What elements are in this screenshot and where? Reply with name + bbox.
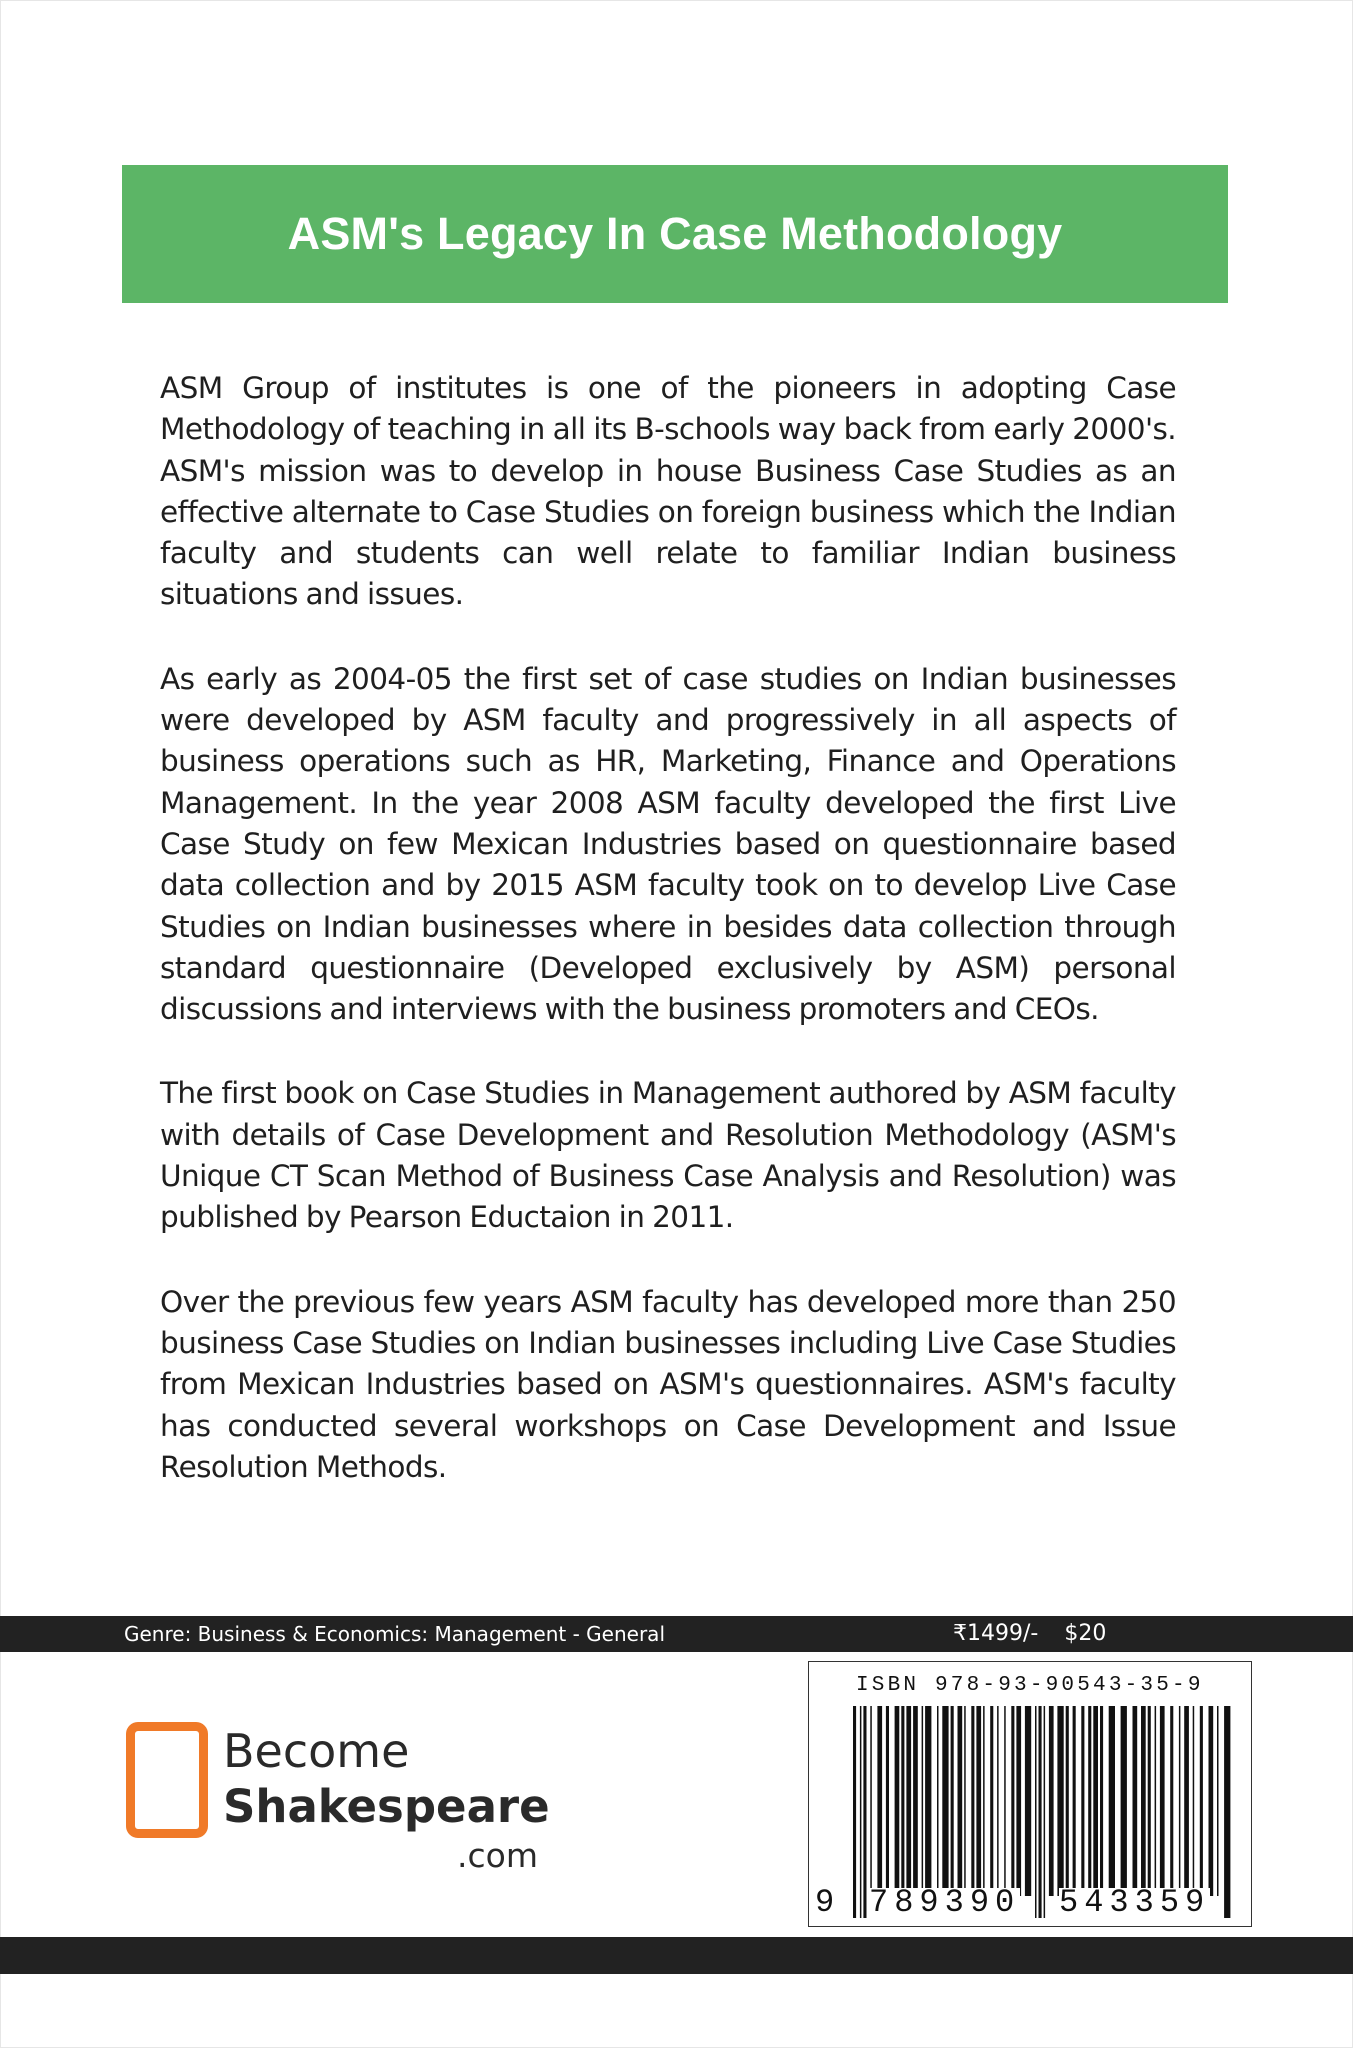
barcode-bar: [877, 1706, 882, 1896]
barcode-bar: [1133, 1706, 1138, 1896]
publisher-line3: .com: [457, 1836, 538, 1875]
barcode-bar: [1179, 1706, 1181, 1896]
barcode-bar: [860, 1706, 862, 1918]
isbn-barcode-box: [808, 1661, 1252, 1927]
publisher-line2: Shakespeare: [223, 1780, 550, 1833]
barcode-bar: [1148, 1706, 1151, 1896]
barcode-bar: [906, 1706, 911, 1896]
barcode-bar: [886, 1706, 889, 1896]
barcode-bar: [925, 1706, 931, 1896]
barcode-bar: [958, 1706, 963, 1896]
barcode-bar: [951, 1706, 954, 1896]
barcode-bar: [1184, 1706, 1189, 1896]
barcode-bar: [990, 1706, 993, 1896]
publisher-logo-icon: [126, 1722, 208, 1838]
barcode-bar: [1081, 1706, 1084, 1896]
price-usd: $20: [1064, 1621, 1107, 1646]
barcode-bar: [853, 1706, 856, 1918]
barcode-bar: [964, 1706, 966, 1896]
barcode-bar: [1121, 1706, 1127, 1896]
barcode-bar: [942, 1706, 948, 1896]
barcode-bar: [913, 1706, 918, 1896]
barcode-bar: [976, 1706, 981, 1896]
barcode-bar: [922, 1706, 924, 1896]
price-inr: ₹1499/-: [953, 1621, 1039, 1646]
paragraph-1: ASM Group of institutes is one of the pioneers in adopting Case Methodology of teaching in all its B-schools way back from early 2000's. ASM's mission was to develop in house Business Case Studies as an effective alternate to Case Studies on foreign business which the Indian faculty and students can well relate to familiar Indian business situations and issues.: [160, 371, 1176, 612]
barcode-bar: [1011, 1706, 1014, 1896]
body-text: [160, 368, 1176, 1531]
barcode-bar: [1088, 1706, 1091, 1896]
barcode-bar: [1193, 1706, 1195, 1896]
bottom-bar: [0, 1937, 1353, 1974]
barcode-bar: [1004, 1706, 1006, 1896]
barcode-bar: [997, 1706, 999, 1896]
barcode-bar: [971, 1706, 974, 1896]
barcode-bar: [1039, 1706, 1042, 1918]
paragraph-3: The first book on Case Studies in Management authored by ASM faculty with details of Case Development and Resolution Methodology (ASM's Unique CT Scan Method of Business Case Analysis and Resolution) was published by Pearson Eductaion in 2011.: [160, 1076, 1176, 1235]
genre-label: Genre: Business & Economics: Management - General: [124, 1622, 665, 1646]
title-banner: [122, 165, 1228, 303]
barcode-bar: [1170, 1706, 1173, 1896]
barcode-bar: [1016, 1706, 1021, 1896]
barcode-bar: [901, 1706, 904, 1896]
isbn-label: ISBN 978-93-90543-35-9: [856, 1674, 1204, 1697]
isbn-digit-first: 9: [815, 1884, 835, 1921]
barcode-bar: [1109, 1706, 1115, 1896]
barcode-bar: [863, 1706, 866, 1918]
barcode-bar: [1073, 1706, 1076, 1896]
barcode-bar: [937, 1706, 939, 1896]
barcode-bar: [1100, 1706, 1103, 1896]
barcode-bar: [1066, 1706, 1069, 1896]
barcode-bar: [1044, 1706, 1046, 1918]
barcode-bar: [1141, 1706, 1146, 1896]
barcode-bar: [1217, 1706, 1219, 1896]
barcode-bar: [983, 1706, 985, 1896]
paragraph-4: Over the previous few years ASM faculty has developed more than 250 business Case Studies on Indian businesses including Live Case Studies from Mexican Industries based on ASM's questionnaires. ASM's faculty has conducted several workshops on Case Development and Issue Resolution Methods.: [160, 1284, 1176, 1484]
barcode-bar: [1049, 1706, 1054, 1896]
isbn-digits-right: 543359: [1059, 1884, 1211, 1921]
barcode-bar: [1200, 1706, 1203, 1896]
price: [953, 1621, 1106, 1646]
isbn-digits-left: 789390: [869, 1884, 1021, 1921]
barcode-bar: [1160, 1706, 1165, 1896]
barcode-bar: [1209, 1706, 1214, 1896]
publisher-line1: Become: [223, 1724, 410, 1778]
barcode-bar: [1035, 1706, 1037, 1918]
paragraph-2: As early as 2004-05 the first set of case studies on Indian businesses were developed by ASM faculty and progressively in all aspects of business operations such as HR, Marketing, Finance and Operations Management. In the year 2008 ASM faculty developed the first Live Case Study on few Mexican Industries based on questionnaire based data collection and by 2015 ASM faculty took on to develop Live Case Studies on Indian businesses where in besides data collection through standard questionnaire (Developed exclusively by ASM) personal discussions and interviews with the business promoters and CEOs.: [160, 661, 1176, 1027]
barcode-bar: [895, 1706, 900, 1896]
barcode-bar: [1224, 1706, 1230, 1918]
page-title: ASM's Legacy In Case Methodology: [287, 208, 1063, 259]
genre-bar: [0, 1616, 1353, 1652]
barcode-bar: [870, 1706, 872, 1896]
barcode-bar: [1093, 1706, 1098, 1896]
barcode-bar: [1025, 1706, 1031, 1896]
barcode-bar: [1057, 1706, 1063, 1896]
barcode-bar: [1155, 1706, 1157, 1896]
